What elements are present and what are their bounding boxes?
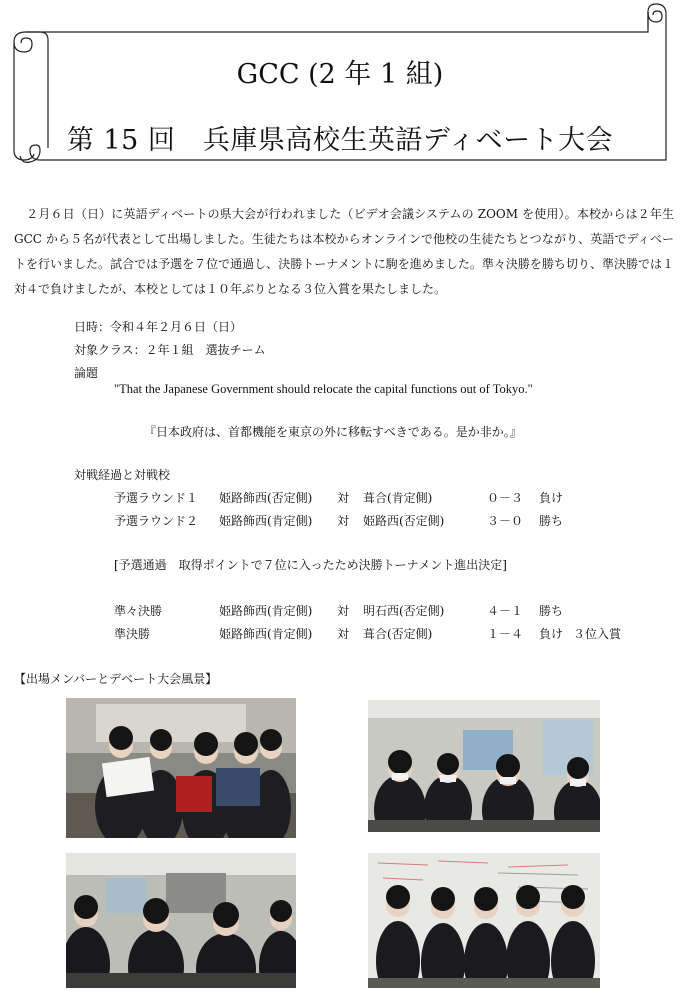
topic-japanese: 『日本政府は、首都機能を東京の外に移転すべきである。是か非か。』 xyxy=(144,425,522,439)
award-note: ３位入賞 xyxy=(573,627,622,641)
match-result: 負け xyxy=(539,491,564,505)
match-opponent: 姫路西(否定側) xyxy=(363,514,445,528)
photo-group-certificates xyxy=(66,698,296,838)
match-school: 姫路飾西(肯定側) xyxy=(219,604,313,618)
match-vs: 対 xyxy=(337,604,350,618)
target-class: 対象クラス：２年１組 選抜チーム xyxy=(74,343,266,357)
photo-group-whiteboard xyxy=(368,853,600,988)
match-round: 準々決勝 xyxy=(114,604,163,618)
match-result: 負け xyxy=(539,627,564,641)
match-school: 姫路飾西(否定側) xyxy=(219,491,313,505)
match-round: 予選ラウンド２ xyxy=(114,514,199,528)
topic-label: 論題 xyxy=(74,366,99,380)
photo-students-debating xyxy=(66,853,296,988)
match-vs: 対 xyxy=(337,627,350,641)
match-school: 姫路飾西(肯定側) xyxy=(219,627,313,641)
match-result: 勝ち xyxy=(539,514,564,528)
match-score: ３－０ xyxy=(487,514,524,528)
page-subtitle: 第 15 回 兵庫県高校生英語ディベート大会 xyxy=(66,125,614,156)
match-score: ４－１ xyxy=(487,604,524,618)
intro-paragraph: ２月６日（日）に英語ディベートの県大会が行われました（ビデオ会議システムの ZOOM を使用）。本校からは２年生 GCC から５名が代表として出場しました。生徒たちは本校からオンラインで他校の生徒たちとつながり、英語でディベートを行いました。試合では予選を７位で通過し、決勝トーナメントに駒を進めました。準々決勝を勝ち切り、準決勝では１対４で負けましたが、本校としては１０年ぶりとなる３位入賞を果たしました。 xyxy=(14,207,674,296)
match-round: 準決勝 xyxy=(114,627,151,641)
photo-students-microphone xyxy=(368,700,600,832)
match-result: 勝ち xyxy=(539,604,564,618)
match-score: ０－３ xyxy=(487,491,524,505)
match-school: 姫路飾西(肯定側) xyxy=(219,514,313,528)
matches-heading: 対戦経過と対戦校 xyxy=(74,468,171,482)
match-vs: 対 xyxy=(337,491,350,505)
match-vs: 対 xyxy=(337,514,350,528)
match-opponent: 葺合(否定側) xyxy=(363,627,433,641)
photos-heading: 【出場メンバーとデベート大会風景】 xyxy=(14,672,218,686)
page-title: GCC (2 年 1 組) xyxy=(236,59,444,90)
match-opponent: 明石西(否定側) xyxy=(363,604,445,618)
match-opponent: 葺合(肯定側) xyxy=(363,491,433,505)
event-date: 日時：令和４年２月６日（日） xyxy=(74,320,243,334)
match-round: 予選ラウンド１ xyxy=(114,491,199,505)
qualify-note: [予選通過 取得ポイントで７位に入ったため決勝トーナメント進出決定] xyxy=(114,558,507,572)
topic-english: "That the Japanese Government should relocate the capital functions out of Tokyo." xyxy=(114,382,533,396)
match-score: １－４ xyxy=(487,627,524,641)
